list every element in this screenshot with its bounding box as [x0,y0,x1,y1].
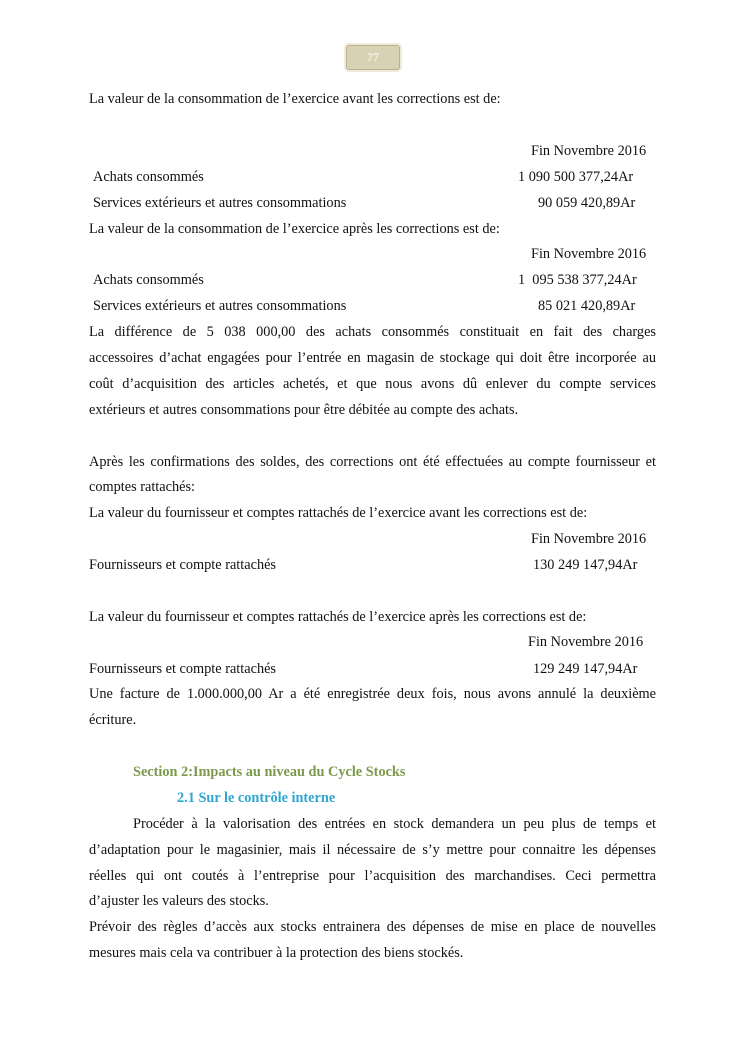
consumption-before-intro: La valeur de la consommation de l’exercice avant les corrections est de: [89,91,501,107]
column-header: Fin Novembre 2016 [531,531,647,547]
supplier-before-intro: La valeur du fournisseur et comptes rattachés de l’exercice avant les corrections est de: [89,505,588,521]
row-label: Services extérieurs et autres consommations [93,298,347,314]
paragraph-line: La différence de 5 038 000,00 des achats consommés constituait en fait des charges [89,324,656,340]
column-header: Fin Novembre 2016 [528,634,644,650]
row-value: 90 059 420,89Ar [538,195,636,211]
row-value: 1 090 500 377,24Ar [518,169,634,185]
paragraph-line: comptes rattachés: [89,479,195,495]
row-value: 129 249 147,94Ar [533,661,638,677]
paragraph-line: Une facture de 1.000.000,00 Ar a été enregistrée deux fois, nous avons annulé la deuxième [89,686,656,702]
paragraph-line: réelles qui ont coutés à l’entreprise pour l’acquisition des marchandises. Ceci permettra [89,868,656,884]
paragraph-line: Prévoir des règles d’accès aux stocks entrainera des dépenses de mise en place de nouvelles [89,919,656,935]
row-value: 85 021 420,89Ar [538,298,636,314]
row-label: Services extérieurs et autres consommations [93,195,347,211]
consumption-after-intro: La valeur de la consommation de l’exercice après les corrections est de: [89,221,500,237]
row-value: 130 249 147,94Ar [533,557,638,573]
row-label: Achats consommés [93,272,204,288]
row-value: 1 095 538 377,24Ar [518,272,637,288]
paragraph-line: Après les confirmations des soldes, des corrections ont été effectuées au compte fournisseur et [89,454,656,470]
supplier-after-intro: La valeur du fournisseur et comptes rattachés de l’exercice après les corrections est de: [89,609,587,625]
column-header: Fin Novembre 2016 [531,143,647,159]
paragraph-line: d’ajuster les valeurs des stocks. [89,893,269,909]
paragraph-line: extérieurs et autres consommations pour être débitée au compte des achats. [89,402,519,418]
row-label: Achats consommés [93,169,204,185]
paragraph-line: coût d’acquisition des articles achetés, et que nous avons dû enlever du compte services [89,376,656,392]
paragraph-line: accessoires d’achat engagées pour l’entrée en magasin de stockage qui doit être incorporée au [89,350,656,366]
row-label: Fournisseurs et compte rattachés [89,661,276,677]
column-header: Fin Novembre 2016 [531,246,647,262]
paragraph-line: écriture. [89,712,137,728]
section-heading: Section 2:Impacts au niveau du Cycle Stocks [133,764,406,780]
paragraph-line: Procéder à la valorisation des entrées en stock demandera un peu plus de temps et [133,816,656,832]
row-label: Fournisseurs et compte rattachés [89,557,276,573]
paragraph-line: mesures mais cela va contribuer à la protection des biens stockés. [89,945,464,961]
paragraph-line: d’adaptation pour le magasinier, mais il nécessaire de s’y mettre pour connaitre les dépenses [89,842,656,858]
page-number: 77 [346,45,400,70]
subsection-heading: 2.1 Sur le contrôle interne [177,790,336,806]
